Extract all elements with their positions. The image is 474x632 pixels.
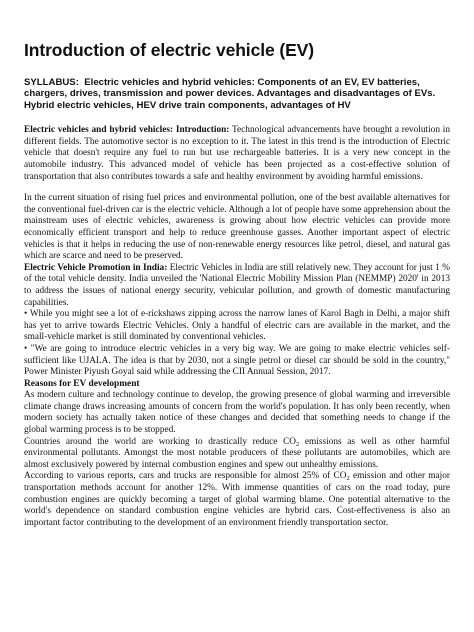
india-heading: Electric Vehicle Promotion in India: (24, 262, 168, 273)
reasons-paragraph-1: As modern culture and technology continue to develop, the growing presence of global warming and irreversible climate change draws increasing amounts of concern from the world's population. It has only been recently, when modern society has actually taken notice of these changes and decided that something needs to change if the global warming process is to be stopped. (24, 390, 450, 436)
intro-text: Technological advancements have brought a revolution in different fields. The automotive sector is no exception to it. The latest in this trend is the introduction of Electric vehicle that doesn't require any fuel to run but use rechargeable batteries. It is a very new concept in the automobile industry. This advanced model of vehicle has been projected as a cost-effective solution of transportation that also contributes towards a safe and healthy environment by avoiding harmful emissions. (24, 125, 451, 182)
india-paragraph (24, 263, 450, 309)
page-title: Introduction of electric vehicle (EV) (24, 40, 314, 60)
intro-heading: Electric vehicles and hybrid vehicles: Introduction: (24, 125, 230, 136)
reasons-3-post: emission and other major transportation methods account for another 12%. With immense quantities of cars on the road today, pure combustion engines are quickly becoming a target of global warming blame. One potential alternative to the world's dependence on standard combustion engine vehicles are hybrid cars. Cost-effectiveness is also an important factor contributing to the development of an environment friendly transportation sector. (24, 471, 450, 528)
co2-subscript: 2 (346, 475, 350, 483)
syllabus-lead: SYLLABUS: (24, 77, 79, 88)
syllabus-block (24, 77, 450, 111)
bullet-erickshaw: • While you might see a lot of e-rickshaws zipping across the narrow lanes of Karol Bagh in Delhi, a major shift has yet to arrive towards Electric Vehicles. Only a handful of electric cars are available in the market, and the small-vehicle market is still dominated by conventional vehicles. (24, 309, 450, 343)
reasons-2-pre: Countries around the world are working to drastically reduce CO (24, 436, 297, 447)
reasons-3-pre: According to various reports, cars and trucks are responsible for almost 25% of CO (24, 471, 347, 482)
co2-subscript: 2 (296, 440, 300, 448)
intro-paragraph (24, 125, 450, 183)
syllabus-text: Components of an EV, EV batteries, chargers, drives, transmission and power devices. Advantages and disadvantages of EVs. Hybrid electric vehicles, HEV drive train components, advantages of HV (24, 77, 436, 111)
reasons-2-post: emissions as well as other harmful environmental pollutants. Amongst the most notable producers of these pollutants are automobiles, which are almost exclusively powered by internal combustion engines and spew out unhealthy emissions. (24, 436, 450, 470)
india-text: Electric Vehicles in India are still relatively new. They account for just 1 % of the total vehicle density. India unveiled the 'National Electric Mobility Mission Plan (NEMMP) 2020' in 2013 to address the issues of national energy security, vehicular pollution, and growth of domestic manufacturing capabilities. (24, 262, 450, 308)
bullet-quote: • "We are going to introduce electric vehicles in a very big way. We are going to make electric vehicles self-sufficient like UJALA. The idea is that by 2030, not a single petrol or diesel car should be sold in the country," Power Minister Piyush Goyal said while addressing the CII Annual Session, 2017. (24, 343, 450, 378)
fuel-paragraph: In the current situation of rising fuel prices and environmental pollution, one of the best available alternatives for the conventional fuel-driven car is the electric vehicle. Although a lot of people have some apprehension about the mainstream uses of electric vehicles, awareness is growing about how electric vehicles can provide more economically efficient transport and help to reduce greenhouse gasses. Another important aspect of electric vehicles is that it helps in reducing the use of non-renewable energy resources like petrol, diesel, and natural gas which are scarce and need to be preserved. (24, 193, 450, 262)
reasons-paragraph-2 (24, 437, 450, 472)
reasons-heading: Reasons for EV development (24, 378, 140, 389)
reasons-paragraph-3 (24, 471, 450, 529)
syllabus-sub-lead: Electric vehicles and hybrid vehicles: (84, 77, 255, 88)
